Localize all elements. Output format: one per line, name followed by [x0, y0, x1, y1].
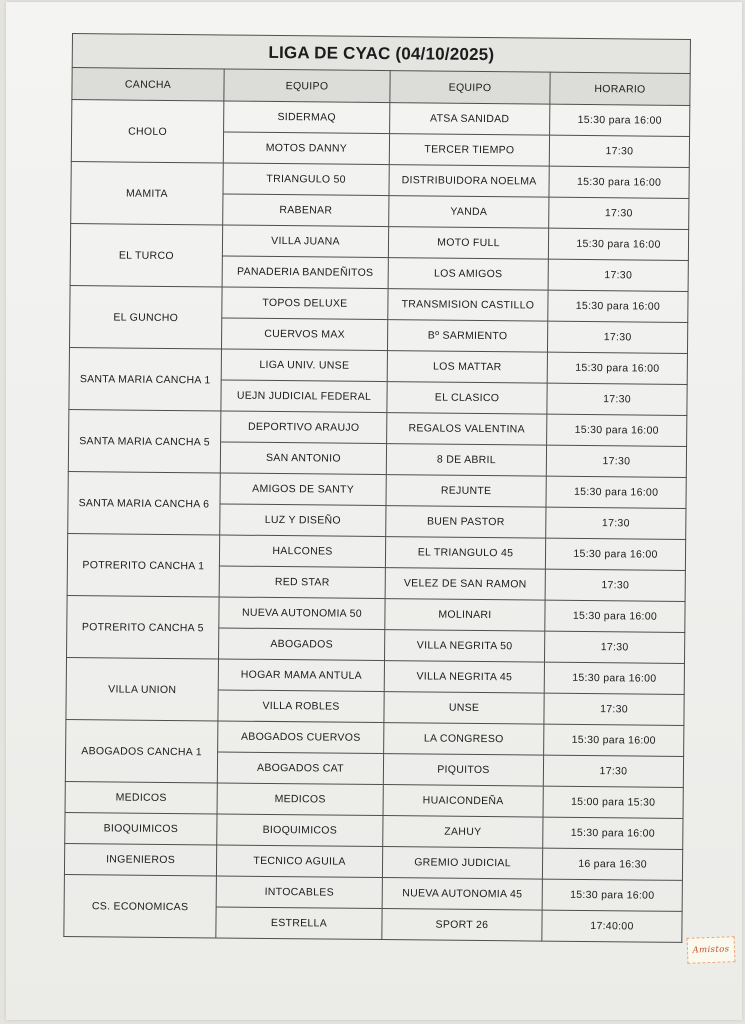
home-team-cell: VILLA JUANA [222, 225, 388, 258]
away-team-cell: TRANSMISION CASTILLO [388, 289, 548, 322]
venue-cell: BIOQUIMICOS [65, 813, 217, 845]
venue-cell: MAMITA [71, 162, 224, 225]
time-cell: 15:30 para 16:00 [544, 662, 684, 694]
match-row [71, 162, 689, 199]
header-cancha: CANCHA [72, 68, 224, 101]
time-cell: 17:30 [547, 383, 687, 415]
match-row [69, 348, 687, 385]
time-cell: 17:30 [543, 755, 683, 787]
home-team-cell: VILLA ROBLES [218, 690, 384, 723]
time-cell: 15:30 para 16:00 [547, 414, 687, 446]
match-row [67, 596, 685, 633]
home-team-cell: TOPOS DELUXE [222, 287, 388, 320]
home-team-cell: RABENAR [223, 194, 389, 227]
home-team-cell: TECNICO AGUILA [216, 845, 382, 878]
away-team-cell: EL CLASICO [387, 382, 547, 415]
venue-cell: POTRERITO CANCHA 1 [67, 534, 220, 597]
home-team-cell: ABOGADOS CAT [217, 752, 383, 785]
away-team-cell: ATSA SANIDAD [390, 103, 550, 136]
match-row [67, 534, 685, 571]
home-team-cell: MOTOS DANNY [223, 132, 389, 165]
venue-cell: ABOGADOS CANCHA 1 [65, 720, 218, 783]
away-team-cell: MOLINARI [385, 599, 545, 632]
time-cell: 16 para 16:30 [542, 848, 682, 880]
time-cell: 15:30 para 16:00 [543, 817, 683, 849]
header-equipo-away: EQUIPO [390, 71, 550, 105]
home-team-cell: RED STAR [219, 566, 385, 599]
time-cell: 17:30 [544, 693, 684, 725]
away-team-cell: LOS AMIGOS [388, 258, 548, 291]
home-team-cell: ABOGADOS [219, 628, 385, 661]
away-team-cell: HUAICONDEÑA [383, 785, 543, 818]
venue-cell: EL GUNCHO [69, 286, 222, 349]
match-row [70, 224, 688, 261]
time-cell: 17:30 [547, 321, 687, 353]
home-team-cell: ESTRELLA [216, 907, 382, 940]
away-team-cell: PIQUITOS [383, 754, 543, 787]
time-cell: 17:30 [544, 631, 684, 663]
time-cell: 17:30 [548, 259, 688, 291]
home-team-cell: UEJN JUDICIAL FEDERAL [221, 380, 387, 413]
home-team-cell: DEPORTIVO ARAUJO [221, 411, 387, 444]
home-team-cell: AMIGOS DE SANTY [220, 473, 386, 506]
time-cell: 15:30 para 16:00 [548, 228, 688, 260]
away-team-cell: VILLA NEGRITA 45 [384, 661, 544, 694]
time-cell: 15:30 para 16:00 [545, 600, 685, 632]
home-team-cell: HOGAR MAMA ANTULA [218, 659, 384, 692]
time-cell: 17:30 [546, 445, 686, 477]
home-team-cell: LIGA UNIV. UNSE [221, 349, 387, 382]
time-cell: 15:30 para 16:00 [548, 290, 688, 322]
away-team-cell: VILLA NEGRITA 50 [385, 630, 545, 663]
paper-sheet [6, 2, 742, 1020]
sticky-note: Amistos [687, 936, 736, 964]
venue-cell: SANTA MARIA CANCHA 1 [69, 348, 222, 411]
schedule-body [64, 100, 690, 943]
time-cell: 17:30 [545, 569, 685, 601]
match-row [68, 472, 686, 509]
home-team-cell: CUERVOS MAX [221, 318, 387, 351]
venue-cell: MEDICOS [65, 782, 217, 814]
away-team-cell: MOTO FULL [388, 227, 548, 260]
away-team-cell: LA CONGRESO [384, 723, 544, 756]
time-cell: 15:30 para 16:00 [542, 879, 682, 911]
home-team-cell: PANADERIA BANDEÑITOS [222, 256, 388, 289]
home-team-cell: BIOQUIMICOS [217, 814, 383, 847]
time-cell: 15:30 para 16:00 [544, 724, 684, 756]
time-cell: 15:30 para 16:00 [550, 104, 690, 136]
time-cell: 15:30 para 16:00 [546, 476, 686, 508]
away-team-cell: LOS MATTAR [387, 351, 547, 384]
away-team-cell: GREMIO JUDICIAL [382, 847, 542, 880]
header-horario: HORARIO [550, 72, 690, 105]
venue-cell: CHOLO [71, 100, 224, 163]
page-title: LIGA DE CYAC (04/10/2025) [72, 34, 690, 74]
time-cell: 17:30 [549, 135, 689, 167]
match-row [64, 874, 682, 911]
match-row [69, 410, 687, 447]
home-team-cell: MEDICOS [217, 783, 383, 816]
away-team-cell: REJUNTE [386, 475, 546, 508]
venue-cell: EL TURCO [70, 224, 223, 287]
time-cell: 15:30 para 16:00 [547, 352, 687, 384]
time-cell: 15:30 para 16:00 [545, 538, 685, 570]
time-cell: 15:30 para 16:00 [549, 166, 689, 198]
header-equipo-home: EQUIPO [224, 69, 390, 103]
venue-cell: SANTA MARIA CANCHA 5 [68, 410, 221, 473]
away-team-cell: BUEN PASTOR [386, 506, 546, 539]
home-team-cell: SAN ANTONIO [220, 442, 386, 475]
away-team-cell: UNSE [384, 692, 544, 725]
away-team-cell: ZAHUY [383, 816, 543, 849]
venue-cell: SANTA MARIA CANCHA 6 [68, 472, 221, 535]
match-row [72, 100, 690, 137]
away-team-cell: EL TRIANGULO 45 [385, 537, 545, 570]
time-cell: 17:30 [546, 507, 686, 539]
schedule-sheet [63, 33, 690, 943]
venue-cell: INGENIEROS [64, 844, 216, 876]
home-team-cell: INTOCABLES [216, 876, 382, 909]
away-team-cell: SPORT 26 [382, 909, 542, 942]
home-team-cell: ABOGADOS CUERVOS [218, 721, 384, 754]
away-team-cell: TERCER TIEMPO [389, 134, 549, 167]
venue-cell: VILLA UNION [66, 658, 219, 721]
away-team-cell: VELEZ DE SAN RAMON [385, 568, 545, 601]
venue-cell: CS. ECONOMICAS [64, 874, 217, 937]
match-row [66, 658, 684, 695]
home-team-cell: NUEVA AUTONOMIA 50 [219, 597, 385, 630]
home-team-cell: HALCONES [219, 535, 385, 568]
match-row [66, 720, 684, 757]
home-team-cell: SIDERMAQ [224, 101, 390, 134]
away-team-cell: 8 DE ABRIL [386, 444, 546, 477]
time-cell: 17:30 [549, 197, 689, 229]
schedule-table [63, 33, 691, 943]
venue-cell: POTRERITO CANCHA 5 [67, 596, 220, 659]
away-team-cell: NUEVA AUTONOMIA 45 [382, 878, 542, 911]
away-team-cell: YANDA [389, 196, 549, 229]
away-team-cell: DISTRIBUIDORA NOELMA [389, 165, 549, 198]
home-team-cell: LUZ Y DISEÑO [220, 504, 386, 537]
time-cell: 17:40:00 [542, 910, 682, 942]
away-team-cell: REGALOS VALENTINA [387, 413, 547, 446]
time-cell: 15:00 para 15:30 [543, 786, 683, 818]
home-team-cell: TRIANGULO 50 [223, 163, 389, 196]
away-team-cell: Bº SARMIENTO [387, 320, 547, 353]
match-row [70, 286, 688, 323]
